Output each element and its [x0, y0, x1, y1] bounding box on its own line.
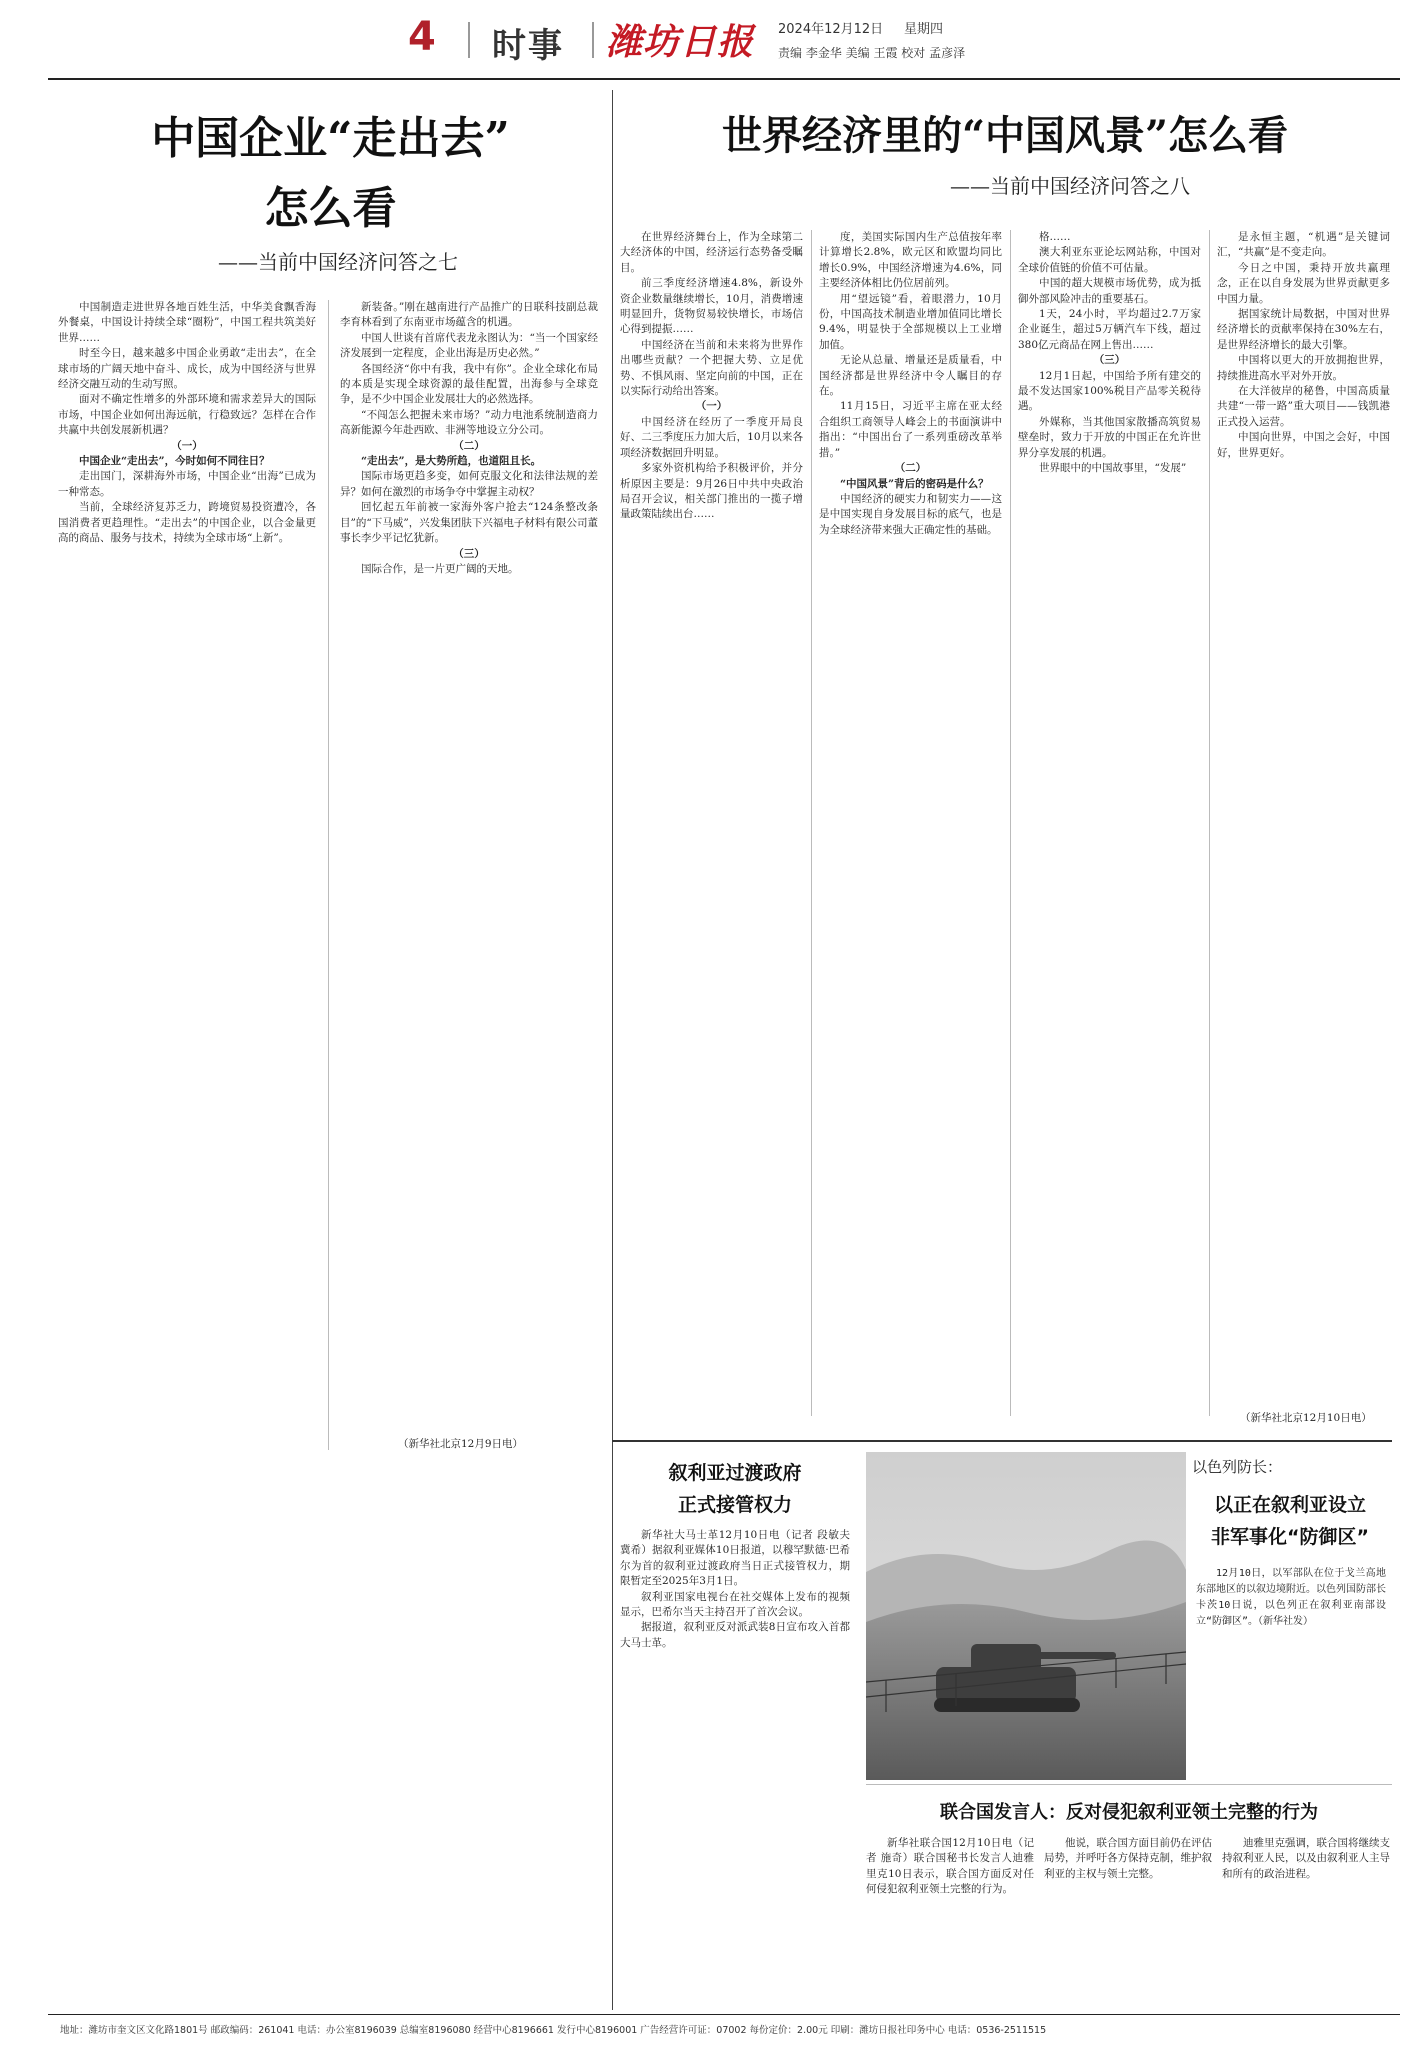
paragraph: 新华社大马士革12月10日电（记者 段敏夫 冀希）据叙利亚媒体10日报道，以穆罕默德·巴希尔为首的叙利亚过渡政府当日正式接管权力，期限暂定至2025年3月1日。 — [620, 1529, 850, 1588]
paragraph: “不闯怎么把握未来市场？”动力电池系统制造商力高新能源今年赴西欧、非洲等地设立分公司。 — [340, 408, 598, 437]
paragraph: 1天，24小时，平均超过2.7万家企业诞生，超过5万辆汽车下线，超过380亿元商品在网上售出…… — [1018, 308, 1201, 351]
paragraph: 中国的超大规模市场优势，成为抵御外部风险冲击的重要基石。 — [1018, 277, 1201, 305]
page-number: 4 — [408, 14, 436, 60]
paragraph: 据报道，叙利亚反对派武装8日宣布攻入首都大马士革。 — [620, 1621, 850, 1649]
tank-photo-image — [866, 1452, 1186, 1780]
footer-rule — [48, 2014, 1400, 2015]
masthead — [0, 0, 1401, 76]
paragraph: 用“望远镜”看，着眼潜力，10月份，中国高技术制造业增加值同比增长9.4%，明显快于全部规模以上工业增加值。 — [819, 292, 1002, 351]
main-article-column-3 — [1018, 230, 1201, 1416]
paragraph: 中国向世界，中国之会好，中国好，世界更好。 — [1217, 431, 1390, 459]
main-article — [620, 90, 1390, 1430]
un-story — [866, 1790, 1392, 2000]
paragraph: 时至今日，越来越多中国企业勇敢“走出去”，在全球市场的广阔天地中奋斗、成长，成为中国经济与世界经济交融互动的生动写照。 — [58, 347, 316, 391]
paragraph: 叙利亚国家电视台在社交媒体上发布的视频显示，巴希尔当天主持召开了首次会议。 — [620, 1590, 850, 1619]
paragraph: 外媒称，当其他国家散播高筑贸易壁垒时，致力于开放的中国正在允许世界分享发展的机遇。 — [1018, 415, 1201, 459]
tank-photo — [866, 1452, 1186, 1780]
paragraph: 多家外资机构给予积极评价，并分析原因主要是：9月26日中共中央政治局召开会议，相关部门推出的一揽子增量政策陆续出台…… — [620, 462, 803, 521]
paragraph: 度，美国实际国内生产总值按年率计算增长2.8%，欧元区和欧盟均同比增长0.9%，中国经济增速为4.6%，同主要经济体相比仍位居前列。 — [819, 231, 1002, 290]
newspaper-logo: 潍坊日报 — [606, 21, 755, 63]
israel-story — [1192, 1450, 1390, 1780]
masthead-rule — [48, 78, 1400, 80]
un-story-column-1: 新华社联合国12月10日电（记者 施奇）联合国秘书长发言人迪雅里克10日表示，联合国方面反对任何侵犯叙利亚领土完整的行为。 — [866, 1837, 1034, 1896]
paragraph: 12月1日起，中国给予所有建交的最不发达国家100%税目产品零关税待遇。 — [1018, 369, 1201, 413]
paragraph: 是永恒主题，“机遇”是关键词汇，“共赢”是不变走向。 — [1217, 231, 1390, 259]
paragraph: 中国经济在当前和未来将为世界作出哪些贡献？一个把握大势、立足优势、不惧风雨、坚定向前的中国，正在以实际行动给出答案。 — [620, 338, 803, 398]
main-article-signoff: （新华社北京12月10日电） — [1240, 1412, 1372, 1424]
paragraph: 国际合作，是一片更广阔的天地。 — [361, 562, 519, 575]
column-divider — [328, 300, 329, 1450]
paragraph: 前三季度经济增速4.8%，新设外资企业数量继续增长，10月，消费增速明显回升，货物贸易较快增长，市场信心得到提振…… — [620, 277, 803, 336]
paragraph: “走出去”，是大势所趋，也道阻且长。 — [361, 455, 542, 468]
section-marker: （一） — [171, 439, 203, 452]
section-marker: （二） — [894, 462, 927, 475]
column-divider — [811, 230, 812, 1416]
paragraph: 在世界经济舞台上，作为全球第二大经济体的中国，经济运行态势备受瞩目。 — [620, 231, 803, 274]
main-article-column-4 — [1217, 230, 1390, 1400]
left-article-column-1 — [58, 300, 316, 1450]
left-article-subtitle: ——当前中国经济问答之七 — [218, 250, 458, 274]
page-divider — [612, 90, 613, 2010]
israel-story-title-line2: 非军事化“防御区” — [1211, 1526, 1369, 1548]
column-divider — [1010, 230, 1011, 1416]
paragraph: 在大洋彼岸的秘鲁，中国高质量共建“一带一路”重大项目——钱凯港正式投入运营。 — [1217, 385, 1390, 428]
paragraph: “中国风景”背后的密码是什么？ — [840, 477, 989, 490]
un-story-title: 联合国发言人：反对侵犯叙利亚领土完整的行为 — [940, 1802, 1318, 1823]
bottom-block-rule — [612, 1440, 1392, 1442]
paragraph: 新装备。”刚在越南进行产品推广的日联科技副总裁李育林看到了东南亚市场蕴含的机遇。 — [340, 301, 598, 329]
paragraph: 各国经济“你中有我，我中有你”。企业全球化布局的本质是实现全球资源的最佳配置，出海参与全球竞争，是不少中国企业发展壮大的必然选择。 — [340, 362, 598, 406]
section-marker: （一） — [695, 400, 728, 413]
paragraph: 据国家统计局数据，中国对世界经济增长的贡献率保持在30%左右，是世界经济增长的最大引擎。 — [1217, 308, 1390, 351]
main-article-title: 世界经济里的“中国风景”怎么看 — [721, 112, 1288, 159]
paragraph: 面对不确定性增多的外部环境和需求差异大的国际市场，中国企业如何出海远航，行稳致远？怎样在合作共赢中共创发展新机遇？ — [58, 393, 316, 437]
paragraph: 中国人世谈有首席代表龙永图认为：“当一个国家经济发展到一定程度，企业出海是历史必然。” — [340, 331, 598, 360]
left-article — [58, 90, 603, 1460]
left-article-column-2 — [340, 300, 598, 1430]
left-article-title-line2: 怎么看 — [264, 183, 397, 234]
paragraph: 中国企业“走出去”，今时如何不同往日？ — [79, 455, 270, 468]
left-article-signoff: （新华社北京12月9日电） — [398, 1438, 524, 1450]
paragraph: 当前，全球经济复苏乏力，跨境贸易投资遭冷，各国消费者更趋理性。“走出去”的中国企业，以合金量更高的商品、服务与技术，持续为全球市场“上新”。 — [58, 501, 316, 545]
un-story-column-2: 他说，联合国方面目前仍在评估局势，并呼吁各方保持克制，维护叙利亚的主权与领土完整。 — [1044, 1837, 1212, 1880]
paragraph: 今日之中国，秉持开放共赢理念，正在以自身发展为世界贡献更多中国力量。 — [1217, 261, 1390, 305]
main-article-column-1 — [620, 230, 803, 1416]
paragraph: 回忆起五年前被一家海外客户抢去“124条整改条目”的“下马威”，兴发集团肤下兴福电子材料有限公司董事长李少平记忆犹新。 — [340, 501, 598, 545]
israel-story-kicker: 以色列防长： — [1192, 1458, 1283, 1476]
main-article-column-2 — [819, 230, 1002, 1416]
masthead-divider-2 — [592, 22, 594, 58]
paragraph: 无论从总量、增量还是质量看，中国经济都是世界经济中令人瞩目的存在。 — [819, 354, 1002, 398]
israel-story-title-line1: 以正在叙利亚设立 — [1213, 1494, 1366, 1516]
paragraph: 中国经济的硬实力和韧实力——这是中国实现自身发展目标的底气，也是为全球经济带来强大正确定性的基础。 — [819, 492, 1002, 536]
paragraph: 世界眼中的中国故事里，“发展” — [1039, 462, 1187, 475]
paragraph: 中国制造走进世界各地百姓生活，中华美食飘香海外餐桌，中国设计持续全球“圈粉”，中国工程共筑美好世界…… — [58, 301, 316, 344]
photo-caption: 12月10日，以军部队在位于戈兰高地东部地区的以叙边境附近。以色列国防部长卡茨10日说，以色列正在叙利亚南部设立“防御区”。（新华社发） — [1196, 1568, 1386, 1627]
paragraph: 格…… — [1039, 231, 1071, 243]
masthead-divider — [468, 22, 470, 58]
syria-government-story — [620, 1450, 860, 1850]
column-divider — [1209, 230, 1210, 1416]
syria-story-title-line1: 叙利亚过渡政府 — [668, 1462, 802, 1484]
section-name: 时事 — [492, 26, 564, 66]
paragraph: 国际市场更趋多变，如何克服文化和法律法规的差异？如何在激烈的市场争夺中掌握主动权？ — [340, 470, 598, 498]
issue-date: 2024年12月12日 — [778, 22, 884, 37]
un-story-column-3: 迪雅里克强调，联合国将继续支持叙利亚人民，以及由叙利亚人主导和所有的政治进程。 — [1222, 1837, 1390, 1880]
section-marker: （三） — [1093, 354, 1126, 367]
footer-info: 地址：潍坊市奎文区文化路1801号 邮政编码：261041 电话：办公室8196039 总编室8196080 经营中心8196661 发行中心8196001 广告经营许可证：07002 每份定价：2.00元 印刷：潍坊日报社印务中心 电话：0536-2511515 — [60, 2025, 1047, 2036]
paragraph: 中国经济在经历了一季度开局良好、二三季度压力加大后，10月以来各项经济数据回升明显。 — [620, 415, 803, 459]
left-article-title-line1: 中国企业“走出去” — [151, 113, 510, 164]
paragraph: 澳大利亚东亚论坛网站称，中国对全球价值链的价值不可估量。 — [1018, 246, 1201, 274]
section-marker: （二） — [453, 439, 485, 452]
section-marker: （三） — [453, 547, 485, 560]
syria-story-body — [620, 1528, 850, 1850]
paragraph: 中国将以更大的开放拥抱世界，持续推进高水平对外开放。 — [1217, 354, 1390, 382]
issue-weekday: 星期四 — [904, 22, 944, 37]
paragraph: 走出国门，深耕海外市场，中国企业“出海”已成为一种常态。 — [58, 470, 316, 498]
paragraph: 11月15日，习近平主席在亚太经合组织工商领导人峰会上的书面演讲中指出：“中国出台了一系列重磅改革举措。” — [819, 400, 1002, 459]
main-article-subtitle: ——当前中国经济问答之八 — [950, 174, 1190, 198]
editors-line: 责编 李金华 美编 王霞 校对 孟彦泽 — [778, 46, 966, 60]
un-story-rule — [866, 1784, 1392, 1785]
syria-story-title-line2: 正式接管权力 — [677, 1494, 792, 1516]
